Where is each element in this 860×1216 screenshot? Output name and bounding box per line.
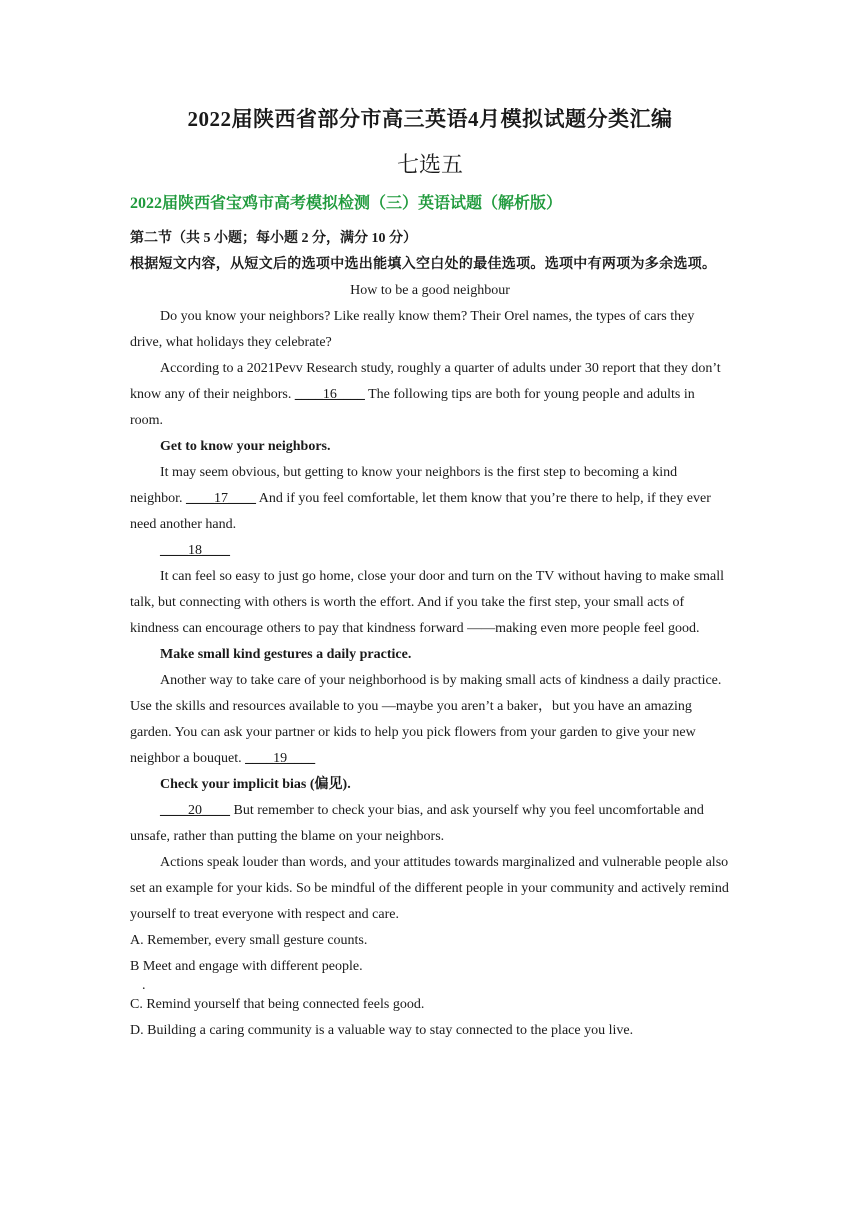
blank-17: ____17____ bbox=[186, 491, 256, 506]
paragraph-4: It can feel so easy to just go home, close your door and turn on the TV without having to make small talk, but connecting with others is worth the effort. And if you take the first step, your small acts of kindness can encourage others to pay that kindness forward ——making even more people feel good. bbox=[130, 569, 725, 636]
paragraph-2 bbox=[130, 356, 730, 434]
option-a: A. Remember, every small gesture counts. bbox=[130, 933, 368, 948]
part-label: 第二节（共 5 小题；每小题 2 分，满分 10 分） bbox=[130, 231, 417, 246]
heading-implicit-bias: Check your implicit bias (偏见). bbox=[160, 777, 351, 792]
option-b-dot: . bbox=[142, 978, 146, 993]
blank-19: ____19____ bbox=[245, 751, 316, 766]
main-title: 2022届陕西省部分市高三英语4月模拟试题分类汇编 bbox=[187, 107, 673, 131]
heading-get-to-know: Get to know your neighbors. bbox=[160, 439, 331, 454]
paragraph-6 bbox=[130, 798, 730, 850]
sub-title: 七选五 bbox=[396, 152, 463, 177]
paragraph-5 bbox=[130, 668, 730, 772]
option-c: C. Remind yourself that being connected feels good. bbox=[130, 997, 425, 1012]
paragraph-3-text-after: And if you feel comfortable, let them know that you’re there to help, if they ever need another hand. bbox=[130, 491, 711, 532]
content-body bbox=[130, 226, 730, 1044]
blank-18-line bbox=[130, 538, 730, 564]
paragraph-3 bbox=[130, 460, 730, 538]
section-heading: 2022届陕西省宝鸡市高考模拟检测（三）英语试题（解析版） bbox=[130, 195, 563, 212]
paragraph-2-text-after: The following tips are both for young people and adults in room. bbox=[130, 387, 695, 428]
option-d: D. Building a caring community is a valuable way to stay connected to the place you live. bbox=[130, 1023, 634, 1038]
blank-16: ____16____ bbox=[294, 387, 365, 402]
paragraph-5-text: Another way to take care of your neighborhood is by making small acts of kindness a daily practice. Use the skills and resources available to you —maybe you aren’t a baker，but you have an amazing garden. You can ask your partner or kids to help you pick flowers from your garden to give your new neighbor a bouquet. bbox=[130, 673, 722, 766]
paragraph-3-text: It may seem obvious, but getting to know your neighbors is the first step to becoming a kind neighbor. bbox=[130, 465, 678, 506]
passage-title: How to be a good neighbour bbox=[350, 283, 510, 298]
instructions: 根据短文内容，从短文后的选项中选出能填入空白处的最佳选项。选项中有两项为多余选项。 bbox=[130, 257, 717, 272]
heading-small-gestures: Make small kind gestures a daily practice. bbox=[160, 647, 412, 662]
paragraph-1: Do you know your neighbors? Like really know them? Their Orel names, the types of cars they drive, what holidays they celebrate? bbox=[130, 309, 695, 350]
paragraph-2-text: According to a 2021Pevv Research study, roughly a quarter of adults under 30 report that they don’t know any of their neighbors. bbox=[130, 361, 721, 402]
paragraph-7: Actions speak louder than words, and your attitudes towards marginalized and vulnerable people also set an example for your kids. So be mindful of the different people in your community and actively remind yourself to treat everyone with respect and care. bbox=[130, 855, 729, 922]
paragraph-6-text: But remember to check your bias, and ask yourself why you feel uncomfortable and unsafe, rather than putting the blame on your neighbors. bbox=[130, 803, 704, 844]
blank-18: ____18____ bbox=[160, 543, 230, 558]
option-b: B Meet and engage with different people. bbox=[130, 959, 363, 974]
blank-20: ____20____ bbox=[160, 803, 230, 818]
